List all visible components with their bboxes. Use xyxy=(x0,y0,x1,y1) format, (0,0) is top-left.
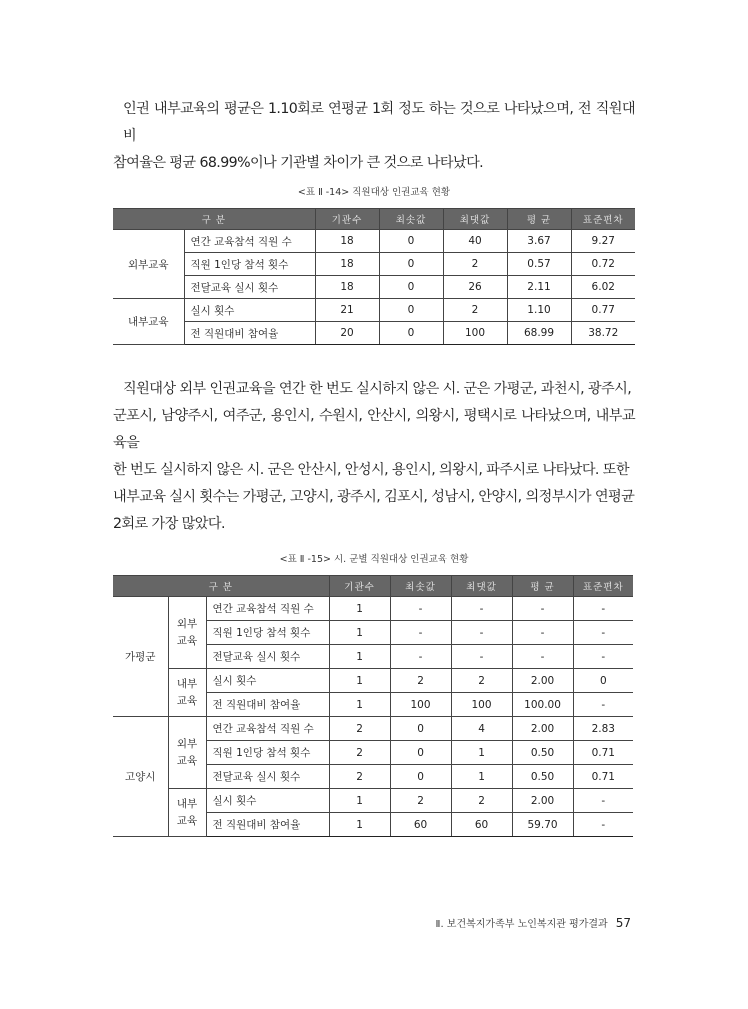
group-label: 내부교육 xyxy=(113,299,184,345)
group-label: 외부 교육 xyxy=(168,597,206,669)
row-item: 전 직원대비 참여율 xyxy=(206,813,329,837)
region-label: 가평군 xyxy=(113,597,168,717)
header-category: 구 분 xyxy=(113,576,329,597)
paragraph-2 xyxy=(113,376,635,538)
cell-value: 2 xyxy=(390,669,451,693)
header-min: 최솟값 xyxy=(390,576,451,597)
cell-value: 4 xyxy=(451,717,512,741)
header-min: 최솟값 xyxy=(379,209,443,230)
cell-value: 1 xyxy=(329,645,390,669)
cell-value: 21 xyxy=(315,299,379,322)
cell-value: 20 xyxy=(315,322,379,345)
table-row xyxy=(113,717,633,741)
row-item: 직원 1인당 참석 횟수 xyxy=(206,741,329,765)
table-row xyxy=(113,276,635,299)
table-1 xyxy=(113,208,635,345)
cell-value: 0.77 xyxy=(571,299,635,322)
table-row xyxy=(113,253,635,276)
row-item: 직원 1인당 참석 횟수 xyxy=(184,253,315,276)
footer-title: Ⅱ. 보건복지가족부 노인복지관 평가결과 xyxy=(435,919,608,930)
cell-value: 18 xyxy=(315,230,379,253)
cell-value: 68.99 xyxy=(507,322,571,345)
cell-value: 0.50 xyxy=(512,741,573,765)
paragraph-1 xyxy=(113,96,635,177)
cell-value: 2 xyxy=(451,669,512,693)
cell-value: 1 xyxy=(451,765,512,789)
cell-value: 0.57 xyxy=(507,253,571,276)
cell-value: - xyxy=(451,621,512,645)
cell-value: 2.11 xyxy=(507,276,571,299)
page-footer xyxy=(436,915,631,930)
cell-value: 2 xyxy=(329,741,390,765)
paragraph-1-line: 인권 내부교육의 평균은 1.10회로 연평균 1회 정도 하는 것으로 나타났으며, 전 직원대비 xyxy=(123,101,635,144)
row-item: 연간 교육참석 직원 수 xyxy=(184,230,315,253)
header-category: 구 분 xyxy=(113,209,315,230)
cell-value: 0 xyxy=(379,230,443,253)
row-item: 실시 횟수 xyxy=(206,669,329,693)
cell-value: 100.00 xyxy=(512,693,573,717)
table-2-caption: <표 Ⅱ -15> 시. 군별 직원대상 인권교육 현황 xyxy=(279,554,469,565)
cell-value: 0.71 xyxy=(573,765,633,789)
cell-value: 0.50 xyxy=(512,765,573,789)
cell-value: 2.00 xyxy=(512,789,573,813)
cell-value: 0.71 xyxy=(573,741,633,765)
cell-value: 0 xyxy=(379,253,443,276)
cell-value: 0 xyxy=(379,299,443,322)
cell-value: 26 xyxy=(443,276,507,299)
header-mean: 평 균 xyxy=(512,576,573,597)
cell-value: 1 xyxy=(329,693,390,717)
cell-value: 0.72 xyxy=(571,253,635,276)
table-row xyxy=(113,230,635,253)
cell-value: - xyxy=(512,621,573,645)
cell-value: 59.70 xyxy=(512,813,573,837)
cell-value: 2 xyxy=(329,765,390,789)
page-number: 57 xyxy=(615,916,631,930)
cell-value: - xyxy=(512,597,573,621)
cell-value: 18 xyxy=(315,276,379,299)
cell-value: 100 xyxy=(451,693,512,717)
paragraph-2-line: 2회로 가장 많았다. xyxy=(113,516,225,532)
cell-value: 2 xyxy=(329,717,390,741)
cell-value: 60 xyxy=(390,813,451,837)
group-label: 외부교육 xyxy=(113,230,184,299)
cell-value: 18 xyxy=(315,253,379,276)
header-max: 최댓값 xyxy=(443,209,507,230)
header-sd: 표준편차 xyxy=(573,576,633,597)
table-row xyxy=(113,322,635,345)
cell-value: 1 xyxy=(329,789,390,813)
cell-value: 100 xyxy=(443,322,507,345)
header-count: 기관수 xyxy=(329,576,390,597)
cell-value: - xyxy=(573,597,633,621)
row-item: 연간 교육참석 직원 수 xyxy=(206,717,329,741)
cell-value: 0 xyxy=(379,322,443,345)
cell-value: - xyxy=(390,597,451,621)
cell-value: 2 xyxy=(451,789,512,813)
paragraph-2-line: 군포시, 남양주시, 여주군, 용인시, 수원시, 안산시, 의왕시, 평택시로 나타났으며, 내부교육을 xyxy=(113,408,635,451)
table-2 xyxy=(113,575,633,837)
row-item: 실시 횟수 xyxy=(184,299,315,322)
paragraph-1-line: 참여율은 평균 68.99%이나 기관별 차이가 큰 것으로 나타났다. xyxy=(113,155,484,171)
group-label: 외부 교육 xyxy=(168,717,206,789)
paragraph-2-line: 직원대상 외부 인권교육을 연간 한 번도 실시하지 않은 시. 군은 가평군, 과천시, 광주시, xyxy=(123,381,632,397)
row-item: 실시 횟수 xyxy=(206,789,329,813)
header-sd: 표준편차 xyxy=(571,209,635,230)
cell-value: 1.10 xyxy=(507,299,571,322)
cell-value: 38.72 xyxy=(571,322,635,345)
cell-value: - xyxy=(573,789,633,813)
cell-value: 2 xyxy=(443,253,507,276)
cell-value: - xyxy=(573,693,633,717)
cell-value: 3.67 xyxy=(507,230,571,253)
row-item: 연간 교육참석 직원 수 xyxy=(206,597,329,621)
cell-value: 0 xyxy=(390,717,451,741)
cell-value: 0 xyxy=(390,765,451,789)
row-item: 직원 1인당 참석 횟수 xyxy=(206,621,329,645)
paragraph-2-line: 내부교육 실시 횟수는 가평군, 고양시, 광주시, 김포시, 성남시, 안양시, 의정부시가 연평균 xyxy=(113,489,635,505)
table-row xyxy=(113,669,633,693)
cell-value: 9.27 xyxy=(571,230,635,253)
header-count: 기관수 xyxy=(315,209,379,230)
cell-value: 1 xyxy=(329,621,390,645)
cell-value: 0 xyxy=(390,741,451,765)
row-item: 전달교육 실시 횟수 xyxy=(206,765,329,789)
cell-value: 0 xyxy=(573,669,633,693)
cell-value: 100 xyxy=(390,693,451,717)
table-row xyxy=(113,597,633,621)
group-label: 내부 교육 xyxy=(168,789,206,837)
cell-value: 2.00 xyxy=(512,717,573,741)
cell-value: 1 xyxy=(329,669,390,693)
cell-value: 1 xyxy=(329,813,390,837)
region-label: 고양시 xyxy=(113,717,168,837)
row-item: 전달교육 실시 횟수 xyxy=(184,276,315,299)
cell-value: 0 xyxy=(379,276,443,299)
table-row xyxy=(113,299,635,322)
cell-value: 1 xyxy=(451,741,512,765)
row-item: 전 직원대비 참여율 xyxy=(206,693,329,717)
header-mean: 평 균 xyxy=(507,209,571,230)
table-1-caption: <표 Ⅱ -14> 직원대상 인권교육 현황 xyxy=(297,187,451,198)
cell-value: - xyxy=(451,597,512,621)
cell-value: 1 xyxy=(329,597,390,621)
cell-value: 2.83 xyxy=(573,717,633,741)
cell-value: 2 xyxy=(443,299,507,322)
cell-value: - xyxy=(512,645,573,669)
cell-value: - xyxy=(573,645,633,669)
cell-value: - xyxy=(390,621,451,645)
cell-value: - xyxy=(573,813,633,837)
cell-value: 6.02 xyxy=(571,276,635,299)
header-max: 최댓값 xyxy=(451,576,512,597)
group-label: 내부 교육 xyxy=(168,669,206,717)
row-item: 전 직원대비 참여율 xyxy=(184,322,315,345)
cell-value: 2.00 xyxy=(512,669,573,693)
cell-value: - xyxy=(390,645,451,669)
paragraph-2-line: 한 번도 실시하지 않은 시. 군은 안산시, 안성시, 용인시, 의왕시, 파주시로 나타났다. 또한 xyxy=(113,462,629,478)
cell-value: 60 xyxy=(451,813,512,837)
row-item: 전달교육 실시 횟수 xyxy=(206,645,329,669)
cell-value: 2 xyxy=(390,789,451,813)
cell-value: - xyxy=(451,645,512,669)
table-row xyxy=(113,789,633,813)
cell-value: 40 xyxy=(443,230,507,253)
cell-value: - xyxy=(573,621,633,645)
